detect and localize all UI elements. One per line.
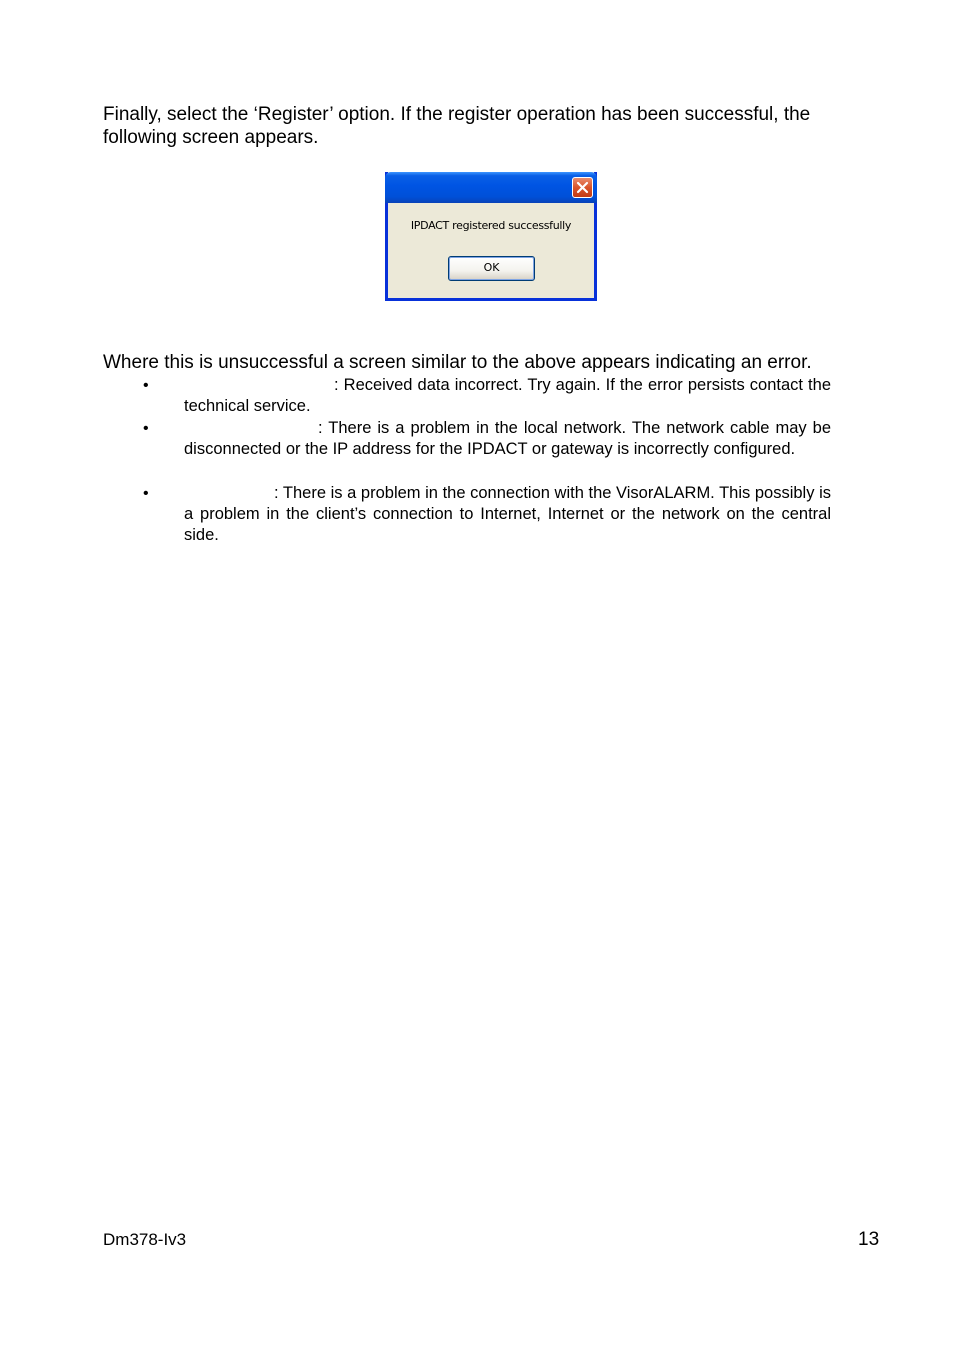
close-x-icon (576, 181, 589, 194)
dialog-close-button[interactable] (572, 177, 593, 198)
bullet-marker: • (143, 377, 149, 394)
error-intro-paragraph: Where this is unsuccessful a screen similar to the above appears indicating an error. (103, 352, 812, 373)
bullet-marker: • (143, 420, 149, 437)
register-success-dialog (385, 172, 597, 301)
error-description: : Received data incorrect. Try again. If the error persists contact the technical service. (184, 376, 831, 415)
dialog-titlebar (385, 172, 597, 203)
ok-button[interactable]: OK (448, 256, 535, 281)
error-item-connection (184, 483, 831, 546)
footer-doc-code: Dm378-Iv3 (103, 1230, 187, 1249)
footer-page-number: 13 (858, 1229, 880, 1250)
error-item-local-network (184, 418, 831, 460)
dialog-message: IPDACT registered successfully (410, 219, 572, 232)
error-item-received-data (184, 375, 831, 417)
error-description: : There is a problem in the local network. The network cable may be disconnected or the IP address for the IPDACT or gateway is incorrectly configured. (184, 419, 831, 458)
error-description: : There is a problem in the connection with the VisorALARM. This possibly is a problem in the client’s connection to Internet, Internet or the network on the central side. (184, 484, 831, 544)
intro-paragraph: Finally, select the ‘Register’ option. If the register operation has been successful, the following screen appears. (103, 104, 811, 148)
bullet-marker: • (143, 485, 149, 502)
